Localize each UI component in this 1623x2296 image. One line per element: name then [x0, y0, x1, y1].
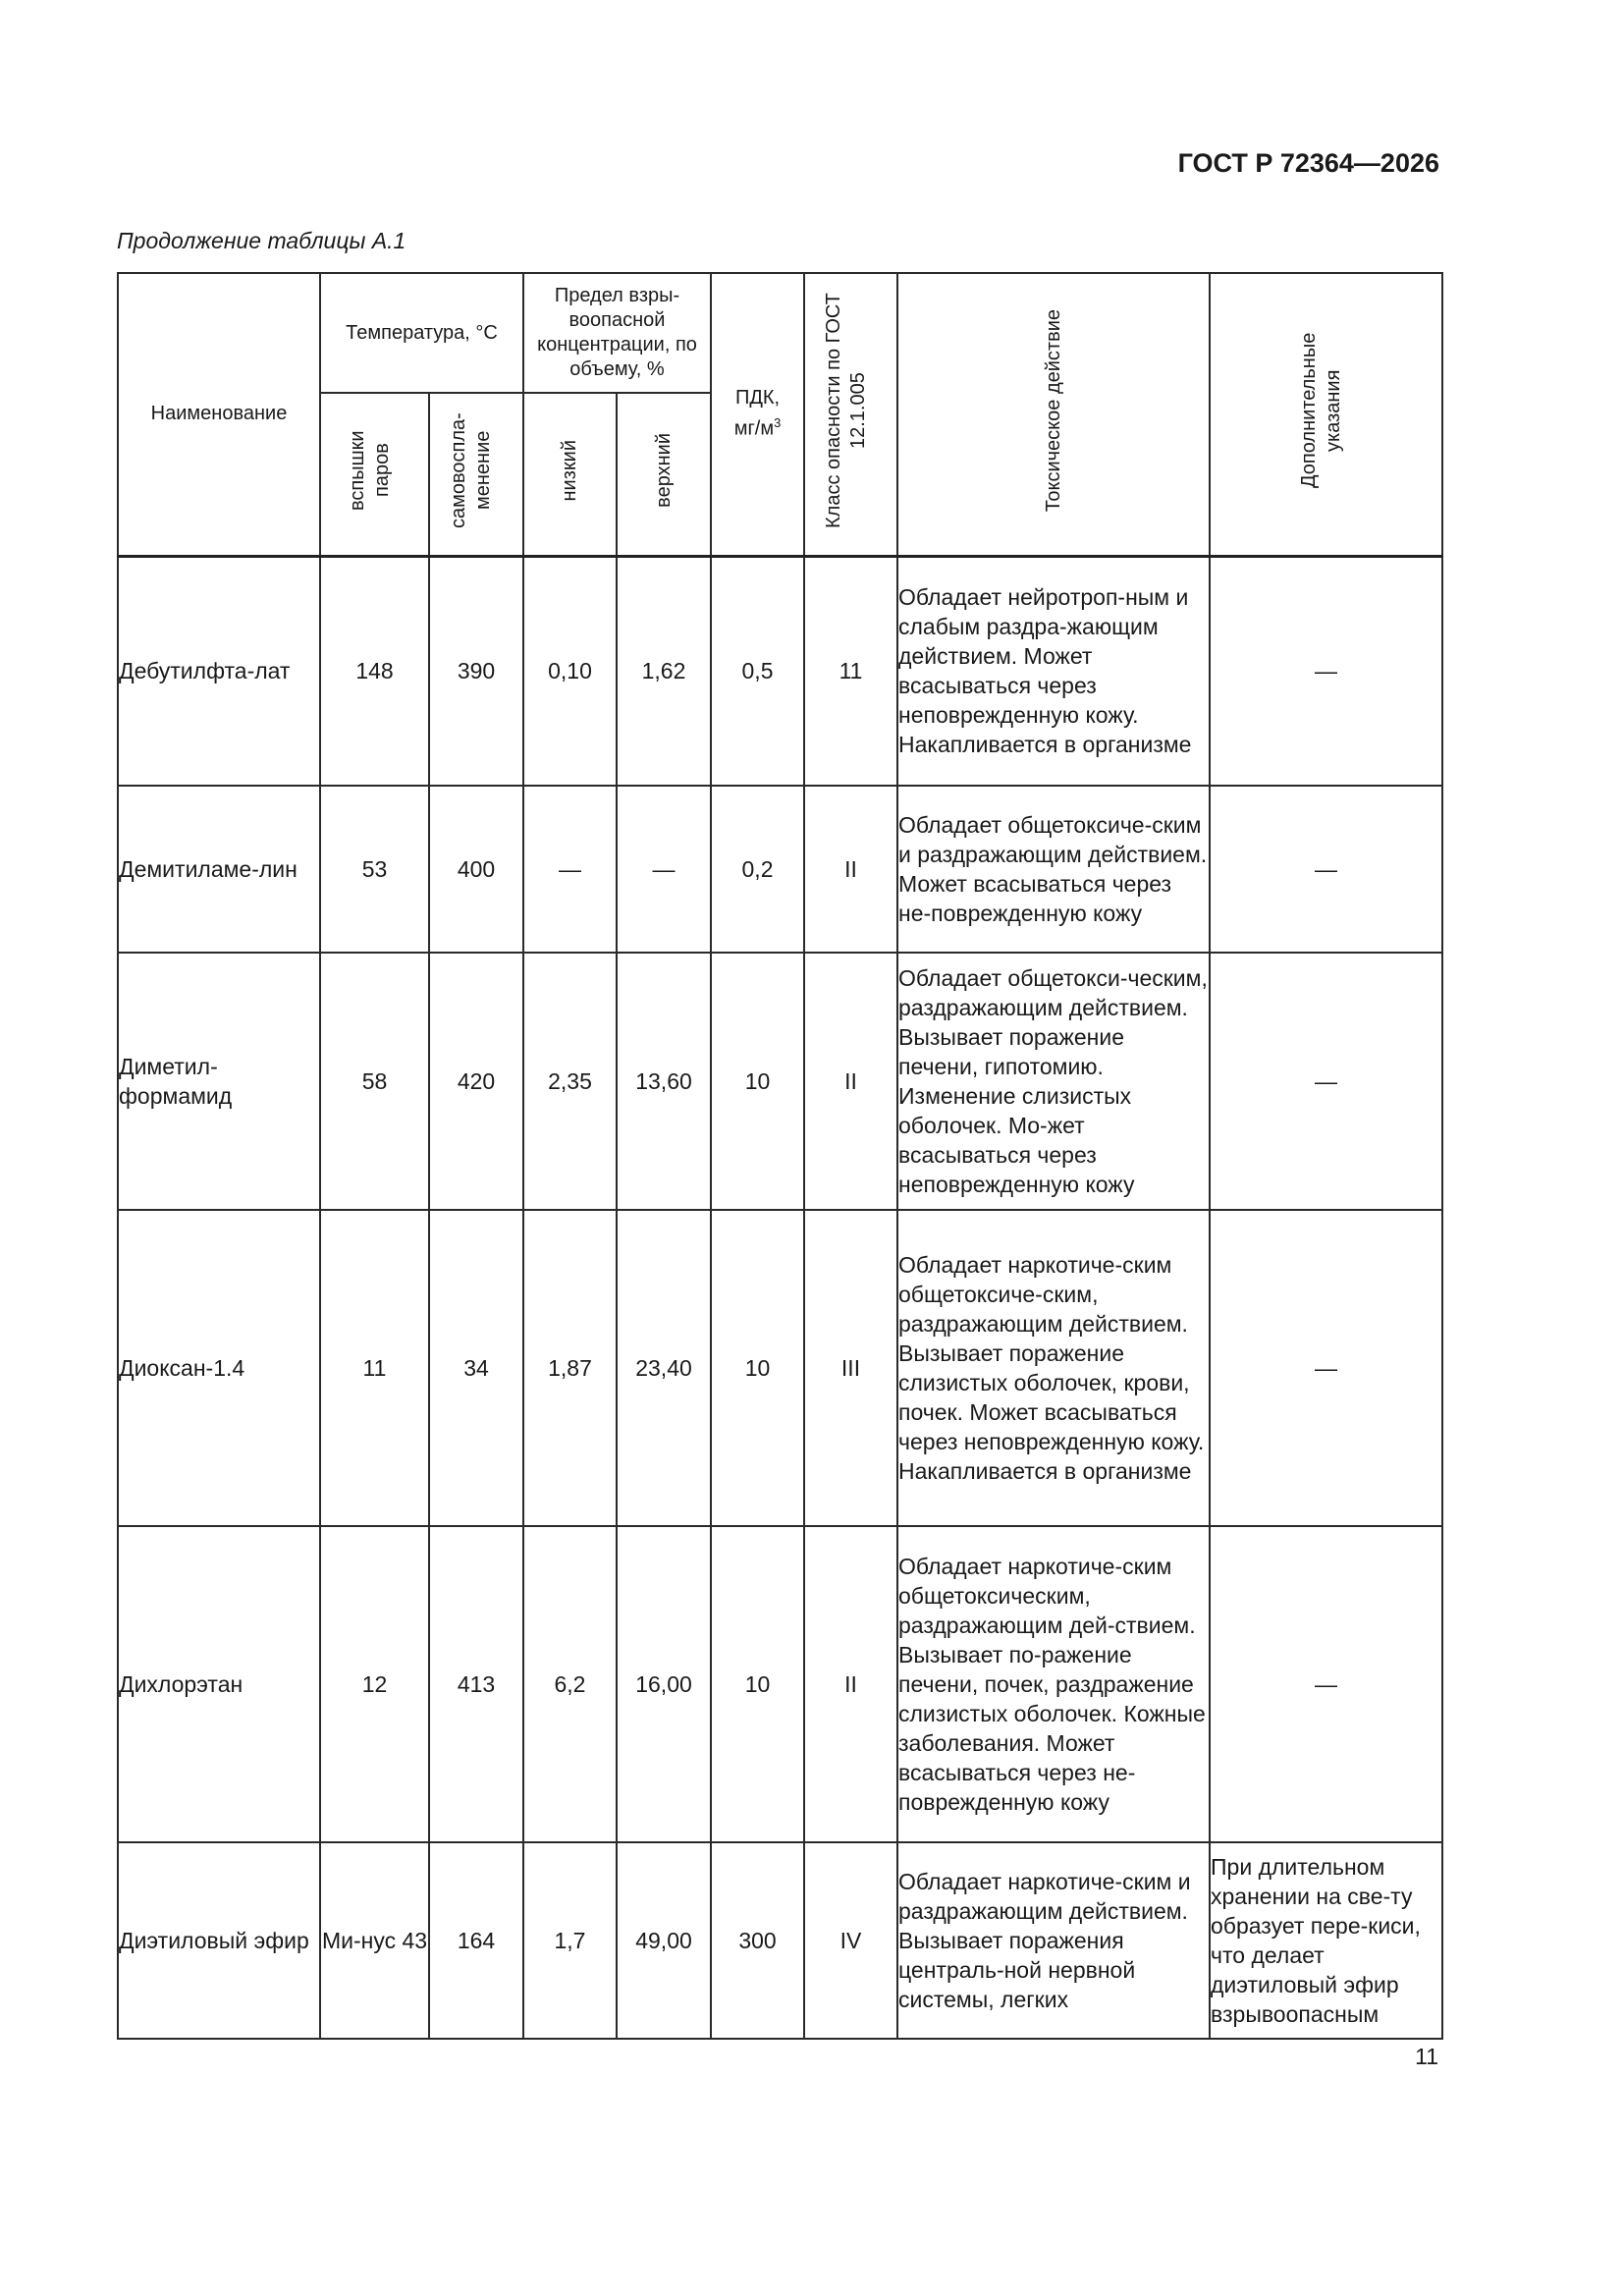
cell-limit-high: 13,60 — [617, 953, 711, 1210]
cell-limit-high: 23,40 — [617, 1210, 711, 1526]
cell-self-ignition: 164 — [429, 1842, 523, 2039]
cell-flash: 58 — [320, 953, 429, 1210]
cell-pdk: 10 — [711, 953, 804, 1210]
cell-extra: — — [1210, 1210, 1442, 1526]
header-name: Наименование — [118, 273, 320, 556]
cell-self-ignition: 420 — [429, 953, 523, 1210]
table-caption: Продолжение таблицы А.1 — [117, 228, 406, 253]
header-pdk-unit: мг/м — [733, 418, 775, 441]
header-pdk — [711, 273, 804, 556]
cell-pdk: 0,2 — [711, 786, 804, 953]
cell-self-ignition: 34 — [429, 1210, 523, 1526]
cell-toxic-action: Обладает общетоксиче-ским и раздражающим действием. Может всасываться через не-поврежденную кожу — [897, 786, 1210, 953]
cell-flash: 53 — [320, 786, 429, 953]
hazard-table — [117, 272, 1443, 2040]
cell-limit-low: 2,35 — [523, 953, 617, 1210]
header-limit-high: верхний — [617, 393, 711, 556]
cell-toxic-action: Обладает наркотиче-ским и раздражающим действием. Вызывает поражения централь-ной нервной системы, легких — [897, 1842, 1210, 2039]
cell-toxic-action: Обладает наркотиче-ским общетоксическим, раздражающим дей-ствием. Вызывает по-ражение печени, почек, раздражение слизистых оболочек. Кожные заболевания. Может всасываться через не-поврежденную кожу — [897, 1526, 1210, 1842]
cell-limit-low: 1,7 — [523, 1842, 617, 2039]
cell-flash: 148 — [320, 556, 429, 786]
cell-toxic-action: Обладает наркотиче-ским общетоксиче-ским, раздражающим действием. Вызывает поражение слизистых оболочек, крови, почек. Может всасываться через неповрежденную кожу. Накапливается в организме — [897, 1210, 1210, 1526]
cell-name: Демитиламе-лин — [118, 786, 320, 953]
cell-flash: 11 — [320, 1210, 429, 1526]
document-code: ГОСТ Р 72364—2026 — [1177, 148, 1439, 178]
header-limit-low: низкий — [523, 393, 617, 556]
cell-name: Диэтиловый эфир — [118, 1842, 320, 2039]
header-explosive-limit: Предел взры-воопасной концентрации, по объему, % — [523, 273, 711, 393]
cell-limit-low: 1,87 — [523, 1210, 617, 1526]
cell-hazard-class: II — [804, 1526, 897, 1842]
table-row — [118, 1210, 1442, 1526]
header-hazard-class: Класс опасности по ГОСТ 12.1.005 — [804, 273, 897, 556]
cell-pdk: 0,5 — [711, 556, 804, 786]
cell-name: Дебутилфта-лат — [118, 556, 320, 786]
header-temp-flash: вспышки паров — [320, 393, 429, 556]
table-row — [118, 556, 1442, 786]
cell-hazard-class: II — [804, 953, 897, 1210]
cell-name: Диоксан-1.4 — [118, 1210, 320, 1526]
cell-extra: — — [1210, 1526, 1442, 1842]
cell-hazard-class: IV — [804, 1842, 897, 2039]
cell-hazard-class: III — [804, 1210, 897, 1526]
cell-pdk: 10 — [711, 1210, 804, 1526]
header-extra-notes: Дополнительные указания — [1210, 273, 1442, 556]
cell-hazard-class: 11 — [804, 556, 897, 786]
cell-flash: 12 — [320, 1526, 429, 1842]
header-pdk-unit-sup: 3 — [774, 415, 782, 431]
cell-limit-low: 0,10 — [523, 556, 617, 786]
cell-pdk: 10 — [711, 1526, 804, 1842]
cell-toxic-action: Обладает общетокси-ческим, раздражающим действием. Вызывает поражение печени, гипотомию. Изменение слизистых оболочек. Мо-жет всасываться через неповрежденную кожу — [897, 953, 1210, 1210]
cell-limit-high: 16,00 — [617, 1526, 711, 1842]
cell-extra: — — [1210, 556, 1442, 786]
cell-toxic-action: Обладает нейротроп-ным и слабым раздра-жающим действием. Может всасываться через неповрежденную кожу. Накапливается в организме — [897, 556, 1210, 786]
cell-self-ignition: 400 — [429, 786, 523, 953]
cell-limit-high: 49,00 — [617, 1842, 711, 2039]
header-temperature: Температура, °С — [320, 273, 523, 393]
table-row — [118, 1526, 1442, 1842]
header-pdk-label: ПДК, — [734, 387, 781, 410]
cell-pdk: 300 — [711, 1842, 804, 2039]
table-row — [118, 953, 1442, 1210]
cell-limit-high: — — [617, 786, 711, 953]
cell-name: Диметил-формамид — [118, 953, 320, 1210]
cell-flash: Ми-нус 43 — [320, 1842, 429, 2039]
cell-limit-high: 1,62 — [617, 556, 711, 786]
table-row — [118, 1842, 1442, 2039]
cell-extra: При длительном хранении на све-ту образует пере-киси, что делает диэтиловый эфир взрывоопасным — [1210, 1842, 1442, 2039]
cell-self-ignition: 413 — [429, 1526, 523, 1842]
page-number: 11 — [1415, 2044, 1438, 2069]
cell-limit-low: — — [523, 786, 617, 953]
cell-hazard-class: II — [804, 786, 897, 953]
header-temp-self-ignition: самовоспла-менение — [429, 393, 523, 556]
cell-name: Дихлорэтан — [118, 1526, 320, 1842]
header-toxic-action: Токсическое действие — [897, 273, 1210, 556]
cell-extra: — — [1210, 953, 1442, 1210]
table-row — [118, 786, 1442, 953]
cell-limit-low: 6,2 — [523, 1526, 617, 1842]
cell-extra: — — [1210, 786, 1442, 953]
cell-self-ignition: 390 — [429, 556, 523, 786]
